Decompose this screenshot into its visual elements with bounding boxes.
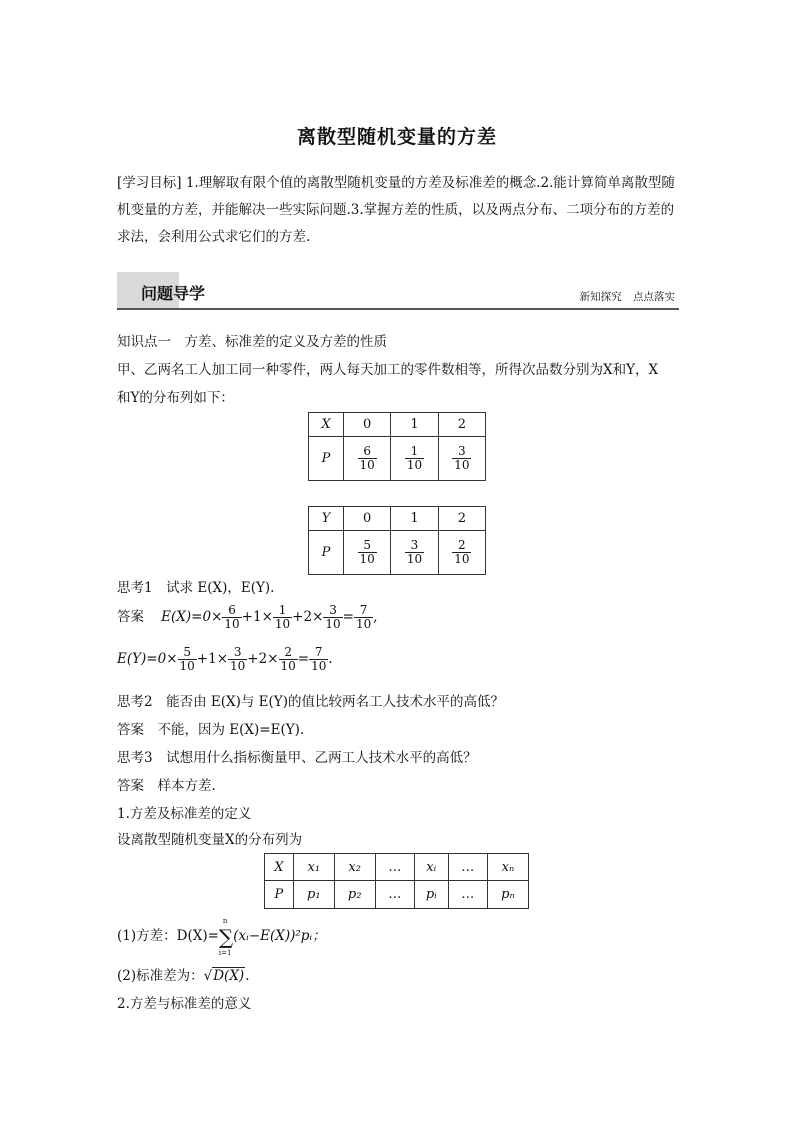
table-cell: p₂: [334, 881, 375, 909]
intro-line-2: 和Y的分布列如下：: [117, 390, 234, 406]
fraction: $\frac{5}{10}$: [179, 645, 195, 673]
section-subtitle: 新知探究 点点落实: [579, 291, 675, 303]
knowledge-point-heading: 知识点一 方差、标准差的定义及方差的性质: [117, 334, 387, 350]
intro-line-1: 甲、乙两名工人加工同一种零件，两人每天加工的零件数相等，所得次品数分别为X和Y，X: [117, 362, 659, 378]
think-1-question: 思考1 试求 E(X)，E(Y).: [117, 580, 275, 596]
table-x-value: 1: [391, 413, 438, 437]
stddev-formula: (2)标准差为：√D(X).: [117, 968, 250, 984]
fraction: $\frac{2}{10}$: [454, 538, 470, 566]
section-title: 问题导学: [141, 284, 206, 303]
meaning-heading: 2.方差与标准差的意义: [117, 996, 252, 1012]
table-y-value: 1: [391, 507, 438, 531]
section-header: [117, 272, 679, 310]
table-cell: p₁: [293, 881, 334, 909]
fraction: $\frac{6}{10}$: [359, 444, 375, 472]
fraction: $\frac{7}{10}$: [355, 603, 372, 631]
table-cell: pₙ: [487, 881, 528, 909]
table-cell: X: [265, 854, 294, 881]
table-y-p: P: [309, 531, 344, 575]
think-2-question: 思考2 能否由 E(X)与 E(Y)的值比较两名工人技术水平的高低？: [117, 694, 504, 710]
fraction: $\frac{2}{10}$: [280, 645, 296, 673]
sqrt-icon: √: [203, 968, 213, 984]
table-cell: …: [448, 881, 487, 909]
general-distribution-table: [264, 853, 529, 909]
ex-equation: 答案 E(X)=0× $\frac{6}{10}$ +1× $\frac{1}{10}$ +2× $\frac{3}{10}$ = $\frac{7}{10}$ ,: [117, 603, 378, 631]
objectives-label: [学习目标]: [117, 175, 182, 191]
sum-symbol: ∑ n i=1: [218, 916, 234, 957]
page-title: 离散型随机变量的方差: [296, 126, 497, 148]
fraction: $\frac{1}{10}$: [274, 603, 291, 631]
table-x-value: 2: [438, 413, 485, 437]
table-cell: xᵢ: [415, 854, 449, 881]
think-2-answer: 答案 不能，因为 E(X)=E(Y).: [117, 722, 305, 738]
objectives-text: 1.理解取有限个值的离散型随机变量的方差及标准差的概念.2.能计算简单离散型随机变量的方差，并能解决一些实际问题.3.掌握方差的性质，以及两点分布、二项分布的方差的求法，会利用公式求它们的方差.: [117, 175, 675, 245]
table-x-value: 0: [344, 413, 391, 437]
table-y-value: 0: [344, 507, 391, 531]
table-cell: …: [375, 881, 414, 909]
fraction: $\frac{3}{10}$: [406, 538, 423, 566]
think-3-question: 思考3 试想用什么指标衡量甲、乙两工人技术水平的高低？: [117, 750, 477, 766]
table-y-var: Y: [309, 507, 344, 531]
fraction: $\frac{3}{10}$: [325, 603, 341, 631]
answer-label: 答案: [117, 609, 144, 625]
think-3-answer: 答案 样本方差.: [117, 778, 216, 794]
ey-equation: E(Y)=0× $\frac{5}{10}$ +1× $\frac{3}{10}$ +2× $\frac{2}{10}$ = $\frac{7}{10}$ .: [117, 645, 333, 673]
table-cell: x₂: [334, 854, 375, 881]
table-cell: pᵢ: [415, 881, 449, 909]
distribution-table-x: [308, 412, 486, 481]
table-cell: xₙ: [487, 854, 528, 881]
fraction: $\frac{3}{10}$: [230, 645, 246, 673]
distribution-table-y: [308, 506, 486, 575]
table-cell: …: [448, 854, 487, 881]
fraction: $\frac{7}{10}$: [311, 645, 327, 673]
definition-intro: 设离散型随机变量X的分布列为: [117, 832, 303, 848]
learning-objectives: [117, 170, 683, 251]
variance-formula: (1)方差：D(X)=∑ n i=1 (xᵢ−E(X))²pᵢ；: [117, 916, 326, 957]
fraction: $\frac{3}{10}$: [454, 444, 470, 472]
fraction: $\frac{1}{10}$: [406, 444, 423, 472]
fraction: $\frac{5}{10}$: [359, 538, 375, 566]
table-cell: x₁: [293, 854, 334, 881]
table-x-p: P: [309, 437, 344, 481]
fraction: $\frac{6}{10}$: [224, 603, 240, 631]
table-x-var: X: [309, 413, 344, 437]
table-cell: P: [265, 881, 294, 909]
table-y-value: 2: [438, 507, 485, 531]
definition-heading: 1.方差及标准差的定义: [117, 806, 252, 822]
table-cell: …: [375, 854, 414, 881]
